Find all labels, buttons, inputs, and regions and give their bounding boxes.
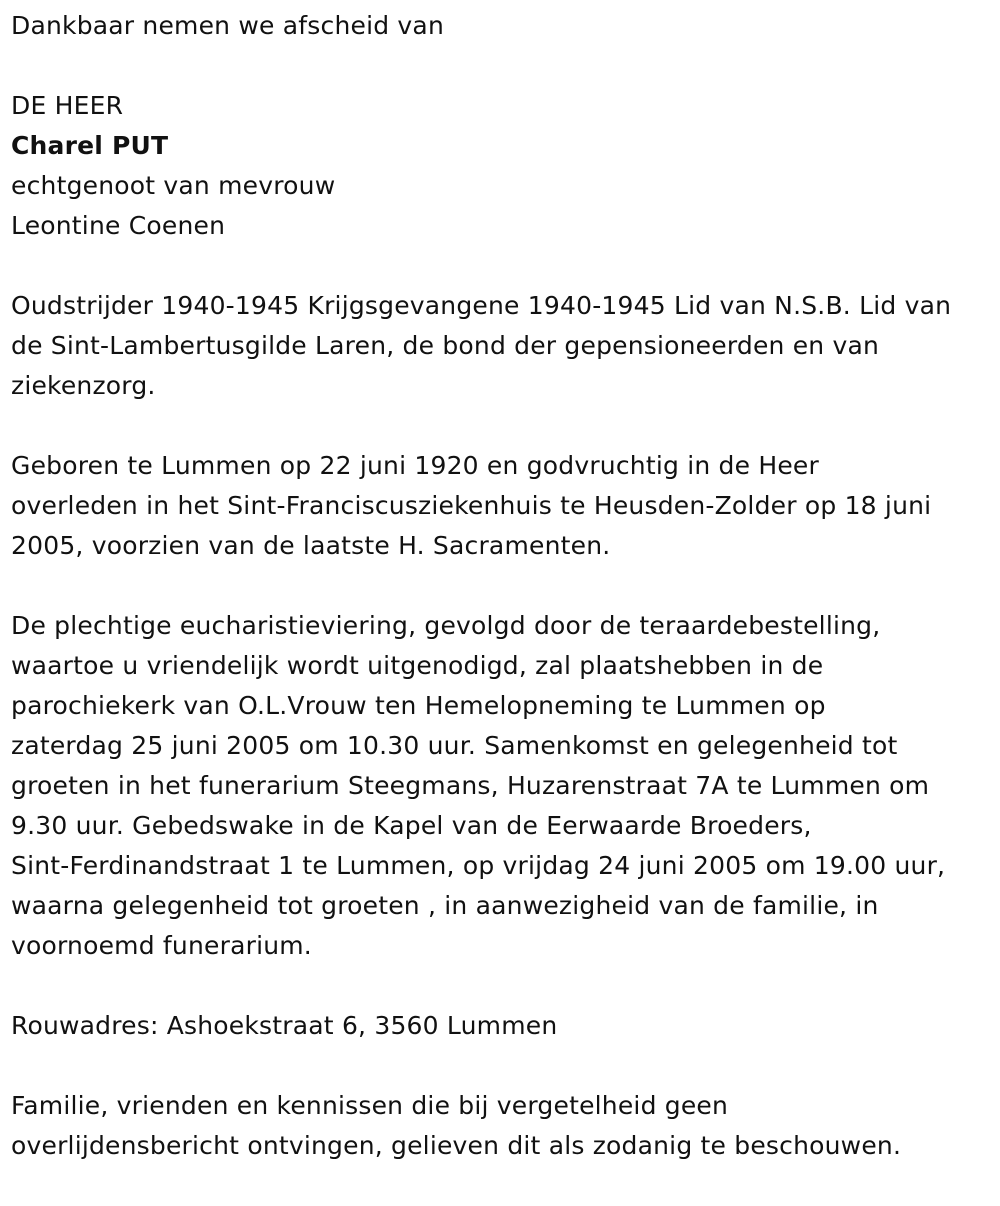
paragraph-line: voornoemd funerarium.: [11, 931, 312, 960]
spacer: [11, 566, 986, 606]
ceremony-paragraph: [11, 606, 986, 966]
paragraph-line: de Sint-Lambertusgilde Laren, de bond der gepensioneerden en van: [11, 331, 880, 360]
paragraph-line: Familie, vrienden en kennissen die bij vergetelheid geen: [11, 1091, 729, 1120]
paragraph-line: overlijdensbericht ontvingen, gelieven dit als zodanig te beschouwen.: [11, 1131, 902, 1160]
paragraph-line: groeten in het funerarium Steegmans, Huzarenstraat 7A te Lummen om: [11, 771, 930, 800]
spacer: [11, 1046, 986, 1086]
paragraph-line: 9.30 uur. Gebedswake in de Kapel van de Eerwaarde Broeders,: [11, 811, 812, 840]
paragraph-line: waarna gelegenheid tot groeten , in aanwezigheid van de familie, in: [11, 891, 879, 920]
mourning-address: Rouwadres: Ashoekstraat 6, 3560 Lummen: [11, 1011, 558, 1040]
paragraph-line: overleden in het Sint-Franciscusziekenhuis te Heusden-Zolder op 18 juni: [11, 491, 932, 520]
paragraph-line: waartoe u vriendelijk wordt uitgenodigd, zal plaatshebben in de: [11, 651, 824, 680]
paragraph-line: 2005, voorzien van de laatste H. Sacramenten.: [11, 531, 611, 560]
closing-paragraph: [11, 1086, 986, 1166]
paragraph-line: Geboren te Lummen op 22 juni 1920 en godvruchtig in de Heer: [11, 451, 819, 480]
spacer: [11, 46, 986, 86]
memberships-paragraph: [11, 286, 986, 406]
paragraph-line: ziekenzorg.: [11, 371, 156, 400]
spouse-name: Leontine Coenen: [11, 211, 226, 240]
paragraph-line: Oudstrijder 1940-1945 Krijgsgevangene 1940-1945 Lid van N.S.B. Lid van: [11, 291, 952, 320]
deceased-name: Charel PUT: [11, 131, 169, 160]
spacer: [11, 246, 986, 286]
honorific-title: DE HEER: [11, 91, 124, 120]
paragraph-line: zaterdag 25 juni 2005 om 10.30 uur. Samenkomst en gelegenheid tot: [11, 731, 898, 760]
intro-text: Dankbaar nemen we afscheid van: [11, 11, 444, 40]
paragraph-line: Sint-Ferdinandstraat 1 te Lummen, op vrijdag 24 juni 2005 om 19.00 uur,: [11, 851, 946, 880]
spouse-intro: echtgenoot van mevrouw: [11, 171, 336, 200]
paragraph-line: De plechtige eucharistieviering, gevolgd door de teraardebestelling,: [11, 611, 881, 640]
birth-death-paragraph: [11, 446, 986, 566]
paragraph-line: parochiekerk van O.L.Vrouw ten Hemelopneming te Lummen op: [11, 691, 826, 720]
spacer: [11, 406, 986, 446]
spacer: [11, 966, 986, 1006]
